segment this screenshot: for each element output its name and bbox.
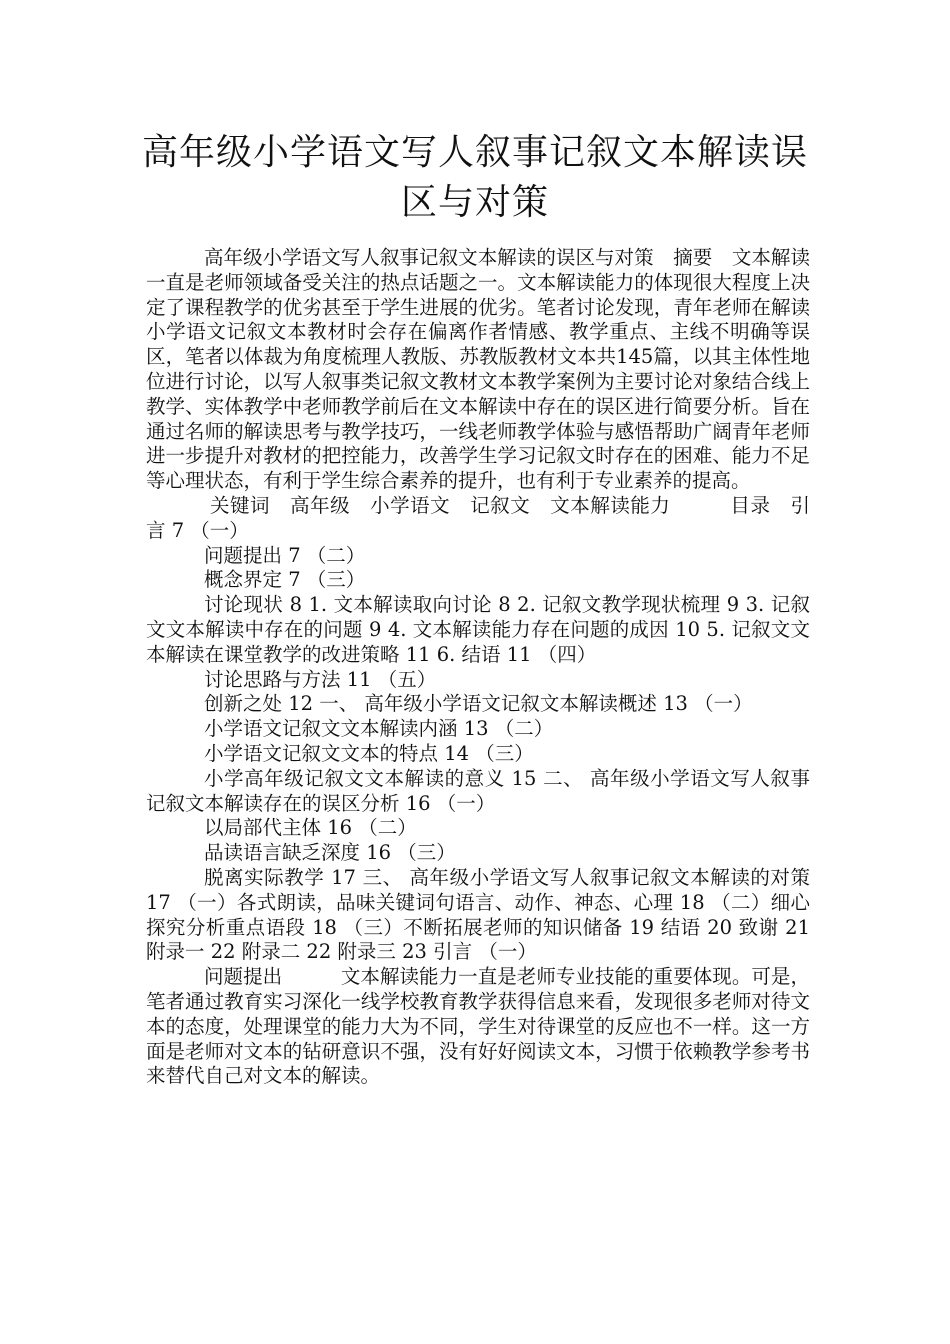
toc-entry: 问题提出 7 （二） — [204, 543, 366, 567]
toc-entry: 品读语言缺乏深度 16 （三） — [204, 841, 456, 865]
toc-entry: 脱离实际教学 17 三、 高年级小学语文写人叙事记叙文本解读的对策 17 （一）各式朗读，品味关键词句语言、动作、神态、心理 18 （二）细心探究分析重点语段 18 （三）不断拓展老师的知识储备 19 结语 20 致谢 21 附录一 22 附录二 22 附录三 23 引言 （一） — [146, 865, 810, 964]
document-title: 高年级小学语文写人叙事记叙文本解读误区与对策 — [141, 132, 808, 223]
intro-paragraph: 问题提出 文本解读能力一直是老师专业技能的重要体现。可是，笔者通过教育实习深化一线学校教育教学获得信息来看，发现很多老师对待文本的态度，处理课堂的能力大为不同，学生对待课堂的反应也不一样。这一方面是老师对文本的钻研意识不强，没有好好阅读文本，习惯于依赖教学参考书来替代自己对文本的解读。 — [146, 965, 810, 1088]
keywords-paragraph: 关键词 高年级 小学语文 记叙文 文本解读能力 目录 引言 7 （一） — [146, 493, 810, 542]
toc-entry: 概念界定 7 （三） — [204, 568, 366, 592]
toc-entry: 小学语文记叙文文本解读内涵 13 （二） — [204, 717, 554, 741]
abstract-paragraph: 高年级小学语文写人叙事记叙文本解读的误区与对策 摘要 文本解读一直是老师领域备受关注的热点话题之一。文本解读能力的体现很大程度上决定了课程教学的优劣甚至于学生进展的优劣。笔者讨论发现，青年老师在解读小学语文记叙文本教材时会存在偏离作者情感、教学重点、主线不明确等误区，笔者以体裁为角度梳理人教版、苏教版教材文本共145篇，以其主体性地位进行讨论，以写人叙事类记叙文教材文本教学案例为主要讨论对象结合线上教学、实体教学中老师教学前后在文本解读中存在的误区进行简要分析。旨在通过名师的解读思考与教学技巧，一线老师教学体验与感悟帮助广阔青年老师进一步提升对教材的把控能力，改善学生学习记叙文时存在的困难、能力不足等心理状态，有利于学生综合素养的提升，也有利于专业素养的提高。 — [146, 246, 810, 493]
document-body — [146, 246, 810, 1089]
toc-entry: 创新之处 12 一、 高年级小学语文记叙文本解读概述 13 （一） — [204, 692, 753, 716]
toc-entry: 小学高年级记叙文文本解读的意义 15 二、 高年级小学语文写人叙事记叙文本解读存在的误区分析 16 （一） — [146, 766, 810, 815]
toc-entry: 小学语文记叙文文本的特点 14 （三） — [204, 741, 534, 765]
toc-entry: 讨论思路与方法 11 （五） — [204, 667, 437, 691]
toc-entry: 以局部代主体 16 （二） — [204, 816, 417, 840]
toc-entry: 讨论现状 8 1. 文本解读取向讨论 8 2. 记叙文教学现状梳理 9 3. 记叙文文本解读中存在的问题 9 4. 文本解读能力存在问题的成因 10 5. 记叙文文本解读在课堂教学的改进策略 11 6. 结语 11 （四） — [146, 593, 810, 666]
